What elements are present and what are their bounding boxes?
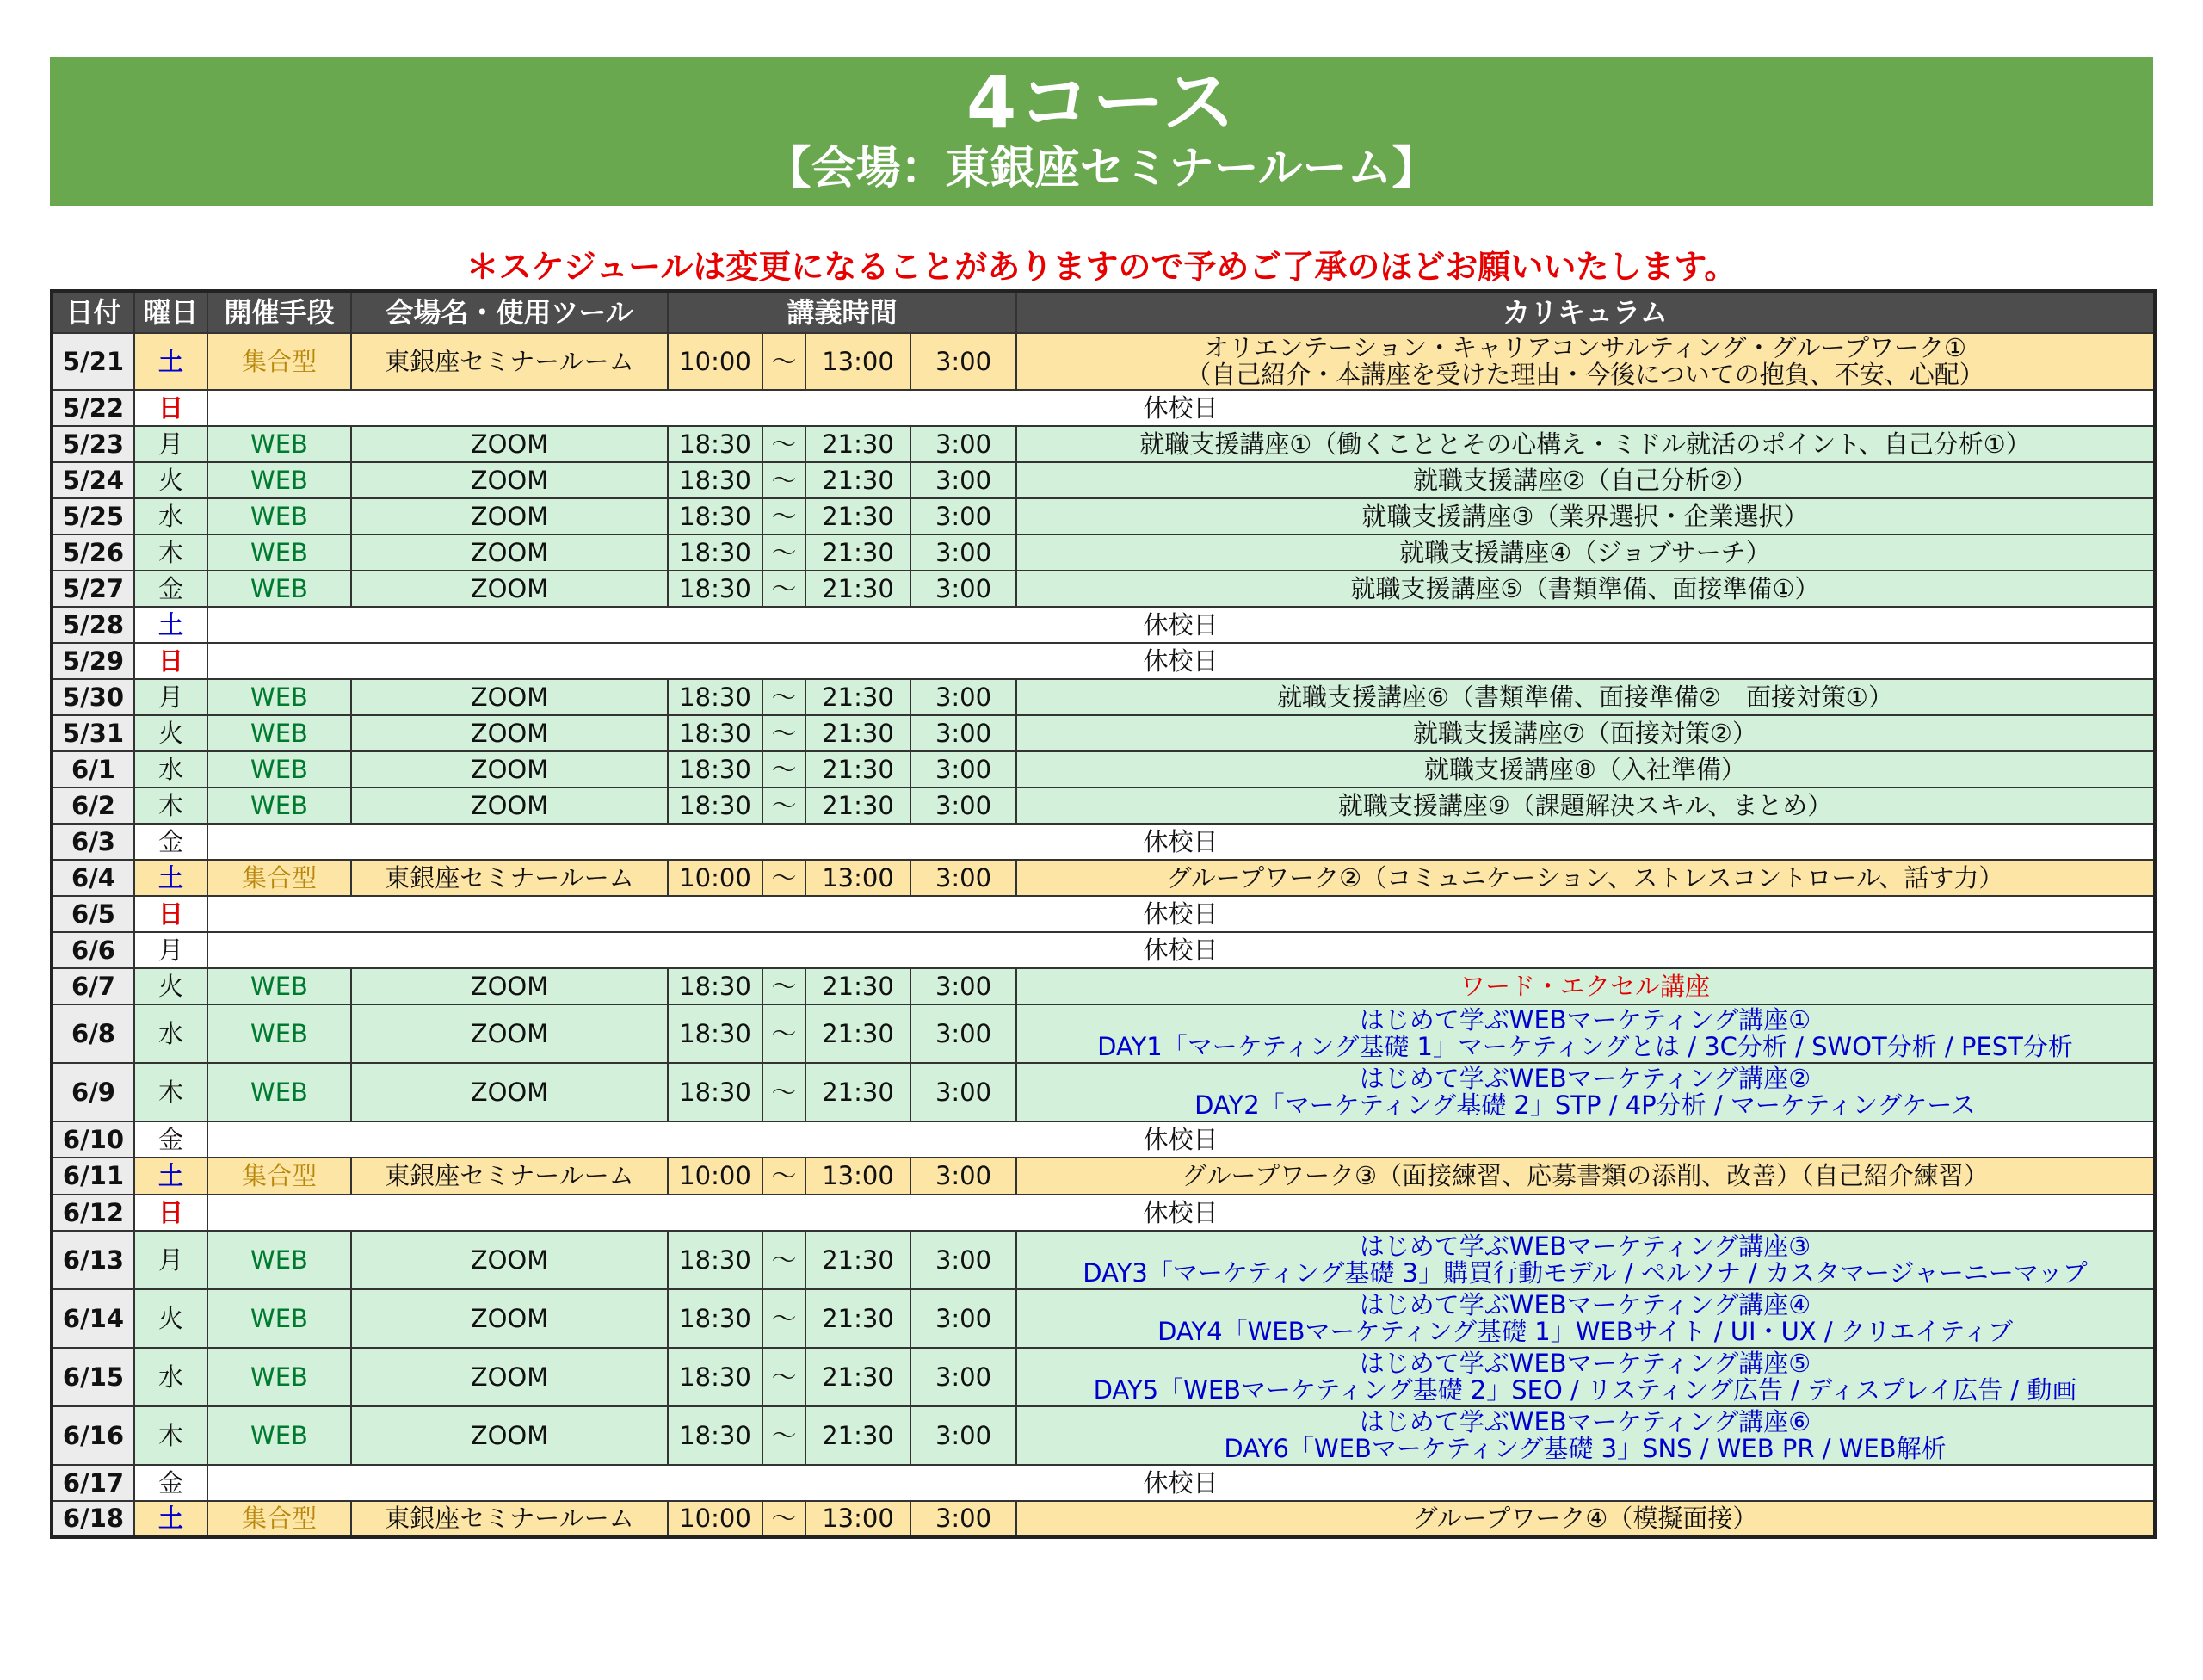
end-time-cell: 21:30 xyxy=(805,1289,910,1348)
start-time-cell: 10:00 xyxy=(668,1158,762,1195)
method-cell: WEB xyxy=(207,679,351,715)
day-of-week-cell: 月 xyxy=(134,1231,207,1289)
curriculum-cell xyxy=(1016,534,2155,571)
venue-cell: ZOOM xyxy=(351,1289,668,1348)
duration-cell: 3:00 xyxy=(910,1063,1016,1121)
curriculum-line: 就職支援講座⑨（課題解決スキル、まとめ） xyxy=(1337,790,1833,820)
venue-cell: ZOOM xyxy=(351,1231,668,1289)
duration-cell: 3:00 xyxy=(910,462,1016,498)
method-cell: WEB xyxy=(207,788,351,824)
venue-cell: ZOOM xyxy=(351,1004,668,1063)
start-time-cell: 18:30 xyxy=(668,571,762,607)
day-of-week-cell: 土 xyxy=(134,607,207,643)
curriculum-line: 就職支援講座③（業界選択・企業選択） xyxy=(1361,501,1809,531)
method-cell: WEB xyxy=(207,1348,351,1406)
curriculum-line: グループワーク④（模擬面接） xyxy=(1412,1504,1758,1533)
table-row xyxy=(52,1231,2155,1289)
date-cell: 6/13 xyxy=(52,1231,134,1289)
end-time-cell: 13:00 xyxy=(805,333,910,390)
curriculum-cell xyxy=(1016,860,2155,896)
curriculum-line: はじめて学ぶWEBマーケティング講座② xyxy=(1359,1064,1811,1093)
curriculum-line: はじめて学ぶWEBマーケティング講座⑥ xyxy=(1359,1407,1811,1436)
day-of-week-cell: 水 xyxy=(134,1348,207,1406)
method-cell: 集合型 xyxy=(207,1158,351,1195)
curriculum-line: はじめて学ぶWEBマーケティング講座③ xyxy=(1359,1232,1811,1261)
end-time-cell: 21:30 xyxy=(805,426,910,462)
day-of-week-cell: 水 xyxy=(134,1004,207,1063)
header-venue: 会場名・使用ツール xyxy=(351,291,668,333)
date-cell: 5/23 xyxy=(52,426,134,462)
time-separator-cell: ～ xyxy=(762,426,805,462)
duration-cell: 3:00 xyxy=(910,1348,1016,1406)
duration-cell: 3:00 xyxy=(910,788,1016,824)
start-time-cell: 18:30 xyxy=(668,462,762,498)
time-separator-cell: ～ xyxy=(762,1501,805,1537)
table-row xyxy=(52,1004,2155,1063)
start-time-cell: 18:30 xyxy=(668,1004,762,1063)
time-separator-cell: ～ xyxy=(762,1231,805,1289)
course-title: 4コース xyxy=(966,60,1237,145)
table-row xyxy=(52,1195,2155,1231)
date-cell: 5/24 xyxy=(52,462,134,498)
table-row xyxy=(52,860,2155,896)
duration-cell: 3:00 xyxy=(910,571,1016,607)
curriculum-cell xyxy=(1016,571,2155,607)
start-time-cell: 10:00 xyxy=(668,860,762,896)
duration-cell: 3:00 xyxy=(910,679,1016,715)
holiday-cell: 休校日 xyxy=(207,896,2155,932)
day-of-week-cell: 木 xyxy=(134,788,207,824)
date-cell: 5/25 xyxy=(52,498,134,534)
table-row xyxy=(52,715,2155,751)
curriculum-cell xyxy=(1016,426,2155,462)
venue-cell: ZOOM xyxy=(351,1348,668,1406)
day-of-week-cell: 木 xyxy=(134,1063,207,1121)
duration-cell: 3:00 xyxy=(910,1158,1016,1195)
day-of-week-cell: 金 xyxy=(134,571,207,607)
table-row xyxy=(52,1501,2155,1537)
duration-cell: 3:00 xyxy=(910,1004,1016,1063)
start-time-cell: 18:30 xyxy=(668,679,762,715)
end-time-cell: 21:30 xyxy=(805,679,910,715)
day-of-week-cell: 金 xyxy=(134,824,207,860)
date-cell: 6/18 xyxy=(52,1501,134,1537)
day-of-week-cell: 土 xyxy=(134,333,207,390)
schedule-change-notice: ＊スケジュールは変更になることがありますので予めご了承のほどお願いいたします。 xyxy=(466,248,1737,286)
curriculum-cell xyxy=(1016,751,2155,788)
duration-cell: 3:00 xyxy=(910,1231,1016,1289)
end-time-cell: 21:30 xyxy=(805,1231,910,1289)
date-cell: 6/1 xyxy=(52,751,134,788)
table-row xyxy=(52,1063,2155,1121)
holiday-cell: 休校日 xyxy=(207,824,2155,860)
curriculum-line: 就職支援講座⑦（面接対策②） xyxy=(1413,718,1758,748)
day-of-week-cell: 火 xyxy=(134,462,207,498)
start-time-cell: 18:30 xyxy=(668,715,762,751)
date-cell: 6/5 xyxy=(52,896,134,932)
table-header-row xyxy=(52,291,2155,333)
day-of-week-cell: 木 xyxy=(134,1406,207,1465)
curriculum-line: はじめて学ぶWEBマーケティング講座① xyxy=(1359,1005,1811,1035)
curriculum-line: はじめて学ぶWEBマーケティング講座④ xyxy=(1359,1290,1811,1319)
date-cell: 6/3 xyxy=(52,824,134,860)
table-row xyxy=(52,426,2155,462)
table-row xyxy=(52,679,2155,715)
method-cell: 集合型 xyxy=(207,333,351,390)
venue-cell: 東銀座セミナールーム xyxy=(351,333,668,390)
date-cell: 6/15 xyxy=(52,1348,134,1406)
end-time-cell: 21:30 xyxy=(805,498,910,534)
start-time-cell: 18:30 xyxy=(668,1231,762,1289)
curriculum-line: ワード・エクセル講座 xyxy=(1460,971,1711,1001)
curriculum-cell xyxy=(1016,1004,2155,1063)
table-row xyxy=(52,498,2155,534)
duration-cell: 3:00 xyxy=(910,498,1016,534)
time-separator-cell: ～ xyxy=(762,751,805,788)
table-row xyxy=(52,896,2155,932)
date-cell: 5/21 xyxy=(52,333,134,390)
venue-subtitle: 【会場：東銀座セミナールーム】 xyxy=(766,143,1437,195)
start-time-cell: 18:30 xyxy=(668,1348,762,1406)
date-cell: 6/6 xyxy=(52,932,134,968)
start-time-cell: 18:30 xyxy=(668,788,762,824)
time-separator-cell: ～ xyxy=(762,715,805,751)
holiday-cell: 休校日 xyxy=(207,1195,2155,1231)
curriculum-line: DAY6「WEBマーケティング基礎 3」SNS / WEB PR / WEB解析 xyxy=(1224,1434,1947,1463)
date-cell: 6/4 xyxy=(52,860,134,896)
duration-cell: 3:00 xyxy=(910,1501,1016,1537)
curriculum-cell xyxy=(1016,1063,2155,1121)
method-cell: WEB xyxy=(207,1063,351,1121)
method-cell: WEB xyxy=(207,1004,351,1063)
time-separator-cell: ～ xyxy=(762,968,805,1004)
curriculum-cell xyxy=(1016,679,2155,715)
table-row xyxy=(52,571,2155,607)
day-of-week-cell: 火 xyxy=(134,1289,207,1348)
curriculum-line: DAY4「WEBマーケティング基礎 1」WEBサイト / UI・UX / クリエイティブ xyxy=(1157,1317,2013,1346)
day-of-week-cell: 木 xyxy=(134,534,207,571)
method-cell: WEB xyxy=(207,426,351,462)
table-row xyxy=(52,932,2155,968)
start-time-cell: 18:30 xyxy=(668,1406,762,1465)
venue-cell: ZOOM xyxy=(351,534,668,571)
date-cell: 6/16 xyxy=(52,1406,134,1465)
duration-cell: 3:00 xyxy=(910,860,1016,896)
curriculum-line: オリエンテーション・キャリアコンサルティング・グループワーク① xyxy=(1203,333,1967,362)
end-time-cell: 21:30 xyxy=(805,1063,910,1121)
day-of-week-cell: 水 xyxy=(134,498,207,534)
table-row xyxy=(52,1121,2155,1158)
day-of-week-cell: 日 xyxy=(134,896,207,932)
duration-cell: 3:00 xyxy=(910,1406,1016,1465)
end-time-cell: 13:00 xyxy=(805,1158,910,1195)
time-separator-cell: ～ xyxy=(762,1004,805,1063)
method-cell: 集合型 xyxy=(207,1501,351,1537)
venue-cell: ZOOM xyxy=(351,715,668,751)
end-time-cell: 21:30 xyxy=(805,534,910,571)
curriculum-cell xyxy=(1016,715,2155,751)
time-separator-cell: ～ xyxy=(762,1406,805,1465)
method-cell: WEB xyxy=(207,715,351,751)
time-separator-cell: ～ xyxy=(762,1348,805,1406)
curriculum-cell xyxy=(1016,1348,2155,1406)
holiday-cell: 休校日 xyxy=(207,607,2155,643)
method-cell: WEB xyxy=(207,751,351,788)
table-row xyxy=(52,643,2155,679)
holiday-cell: 休校日 xyxy=(207,1121,2155,1158)
time-separator-cell: ～ xyxy=(762,462,805,498)
curriculum-cell xyxy=(1016,333,2155,390)
curriculum-cell xyxy=(1016,1158,2155,1195)
table-row xyxy=(52,1158,2155,1195)
day-of-week-cell: 火 xyxy=(134,968,207,1004)
holiday-cell: 休校日 xyxy=(207,643,2155,679)
day-of-week-cell: 水 xyxy=(134,751,207,788)
method-cell: WEB xyxy=(207,462,351,498)
table-row xyxy=(52,462,2155,498)
end-time-cell: 21:30 xyxy=(805,462,910,498)
venue-cell: ZOOM xyxy=(351,426,668,462)
date-cell: 5/29 xyxy=(52,643,134,679)
end-time-cell: 21:30 xyxy=(805,715,910,751)
day-of-week-cell: 金 xyxy=(134,1121,207,1158)
start-time-cell: 10:00 xyxy=(668,1501,762,1537)
start-time-cell: 18:30 xyxy=(668,1063,762,1121)
time-separator-cell: ～ xyxy=(762,333,805,390)
date-cell: 6/14 xyxy=(52,1289,134,1348)
time-separator-cell: ～ xyxy=(762,788,805,824)
end-time-cell: 21:30 xyxy=(805,1348,910,1406)
curriculum-line: DAY1「マーケティング基礎 1」マーケティングとは / 3C分析 / SWOT分析 / PEST分析 xyxy=(1097,1032,2073,1061)
end-time-cell: 21:30 xyxy=(805,968,910,1004)
venue-cell: ZOOM xyxy=(351,498,668,534)
curriculum-line: DAY3「マーケティング基礎 3」購買行動モデル / ペルソナ / カスタマージャーニーマップ xyxy=(1083,1258,2088,1288)
header-lecture-time: 講義時間 xyxy=(668,291,1016,333)
day-of-week-cell: 土 xyxy=(134,1501,207,1537)
curriculum-line: DAY5「WEBマーケティング基礎 2」SEO / リスティング広告 / ディスプレイ広告 / 動画 xyxy=(1093,1375,2077,1405)
curriculum-cell xyxy=(1016,1406,2155,1465)
table-row xyxy=(52,1348,2155,1406)
date-cell: 6/2 xyxy=(52,788,134,824)
curriculum-line: 就職支援講座①（働くこととその心構え・ミドル就活のポイント、自己分析①） xyxy=(1139,429,2031,459)
end-time-cell: 13:00 xyxy=(805,1501,910,1537)
end-time-cell: 21:30 xyxy=(805,788,910,824)
schedule-table xyxy=(50,289,2157,1539)
date-cell: 5/22 xyxy=(52,390,134,426)
venue-cell: ZOOM xyxy=(351,968,668,1004)
date-cell: 5/31 xyxy=(52,715,134,751)
curriculum-cell xyxy=(1016,1231,2155,1289)
date-cell: 6/9 xyxy=(52,1063,134,1121)
venue-cell: ZOOM xyxy=(351,571,668,607)
day-of-week-cell: 土 xyxy=(134,1158,207,1195)
method-cell: WEB xyxy=(207,534,351,571)
start-time-cell: 18:30 xyxy=(668,968,762,1004)
time-separator-cell: ～ xyxy=(762,1158,805,1195)
day-of-week-cell: 月 xyxy=(134,932,207,968)
venue-cell: ZOOM xyxy=(351,679,668,715)
course-banner xyxy=(50,57,2153,206)
time-separator-cell: ～ xyxy=(762,534,805,571)
curriculum-line: 就職支援講座⑥（書類準備、面接準備② 面接対策①） xyxy=(1277,682,1894,712)
schedule-body xyxy=(52,333,2155,1537)
venue-cell: ZOOM xyxy=(351,1406,668,1465)
table-row xyxy=(52,824,2155,860)
start-time-cell: 18:30 xyxy=(668,534,762,571)
date-cell: 5/28 xyxy=(52,607,134,643)
method-cell: WEB xyxy=(207,1289,351,1348)
day-of-week-cell: 火 xyxy=(134,715,207,751)
curriculum-cell xyxy=(1016,498,2155,534)
date-cell: 5/27 xyxy=(52,571,134,607)
header-date: 日付 xyxy=(52,291,134,333)
curriculum-line: 就職支援講座⑧（入社準備） xyxy=(1424,754,1747,784)
curriculum-cell xyxy=(1016,968,2155,1004)
method-cell: WEB xyxy=(207,1231,351,1289)
table-row xyxy=(52,751,2155,788)
date-cell: 6/7 xyxy=(52,968,134,1004)
table-row xyxy=(52,333,2155,390)
start-time-cell: 18:30 xyxy=(668,1289,762,1348)
method-cell: WEB xyxy=(207,571,351,607)
end-time-cell: 21:30 xyxy=(805,571,910,607)
time-separator-cell: ～ xyxy=(762,679,805,715)
method-cell: WEB xyxy=(207,1406,351,1465)
header-curriculum: カリキュラム xyxy=(1016,291,2155,333)
time-separator-cell: ～ xyxy=(762,498,805,534)
start-time-cell: 18:30 xyxy=(668,426,762,462)
end-time-cell: 21:30 xyxy=(805,1004,910,1063)
start-time-cell: 10:00 xyxy=(668,333,762,390)
time-separator-cell: ～ xyxy=(762,1063,805,1121)
curriculum-cell xyxy=(1016,462,2155,498)
venue-cell: 東銀座セミナールーム xyxy=(351,1158,668,1195)
venue-cell: ZOOM xyxy=(351,1063,668,1121)
method-cell: 集合型 xyxy=(207,860,351,896)
holiday-cell: 休校日 xyxy=(207,1465,2155,1501)
end-time-cell: 13:00 xyxy=(805,860,910,896)
table-row xyxy=(52,534,2155,571)
curriculum-cell xyxy=(1016,788,2155,824)
holiday-cell: 休校日 xyxy=(207,390,2155,426)
header-method: 開催手段 xyxy=(207,291,351,333)
header-day-of-week: 曜日 xyxy=(134,291,207,333)
time-separator-cell: ～ xyxy=(762,860,805,896)
curriculum-cell xyxy=(1016,1501,2155,1537)
day-of-week-cell: 日 xyxy=(134,390,207,426)
table-row xyxy=(52,968,2155,1004)
day-of-week-cell: 月 xyxy=(134,679,207,715)
duration-cell: 3:00 xyxy=(910,534,1016,571)
curriculum-line: 就職支援講座⑤（書類準備、面接準備①） xyxy=(1350,573,1820,603)
venue-cell: ZOOM xyxy=(351,751,668,788)
method-cell: WEB xyxy=(207,968,351,1004)
day-of-week-cell: 土 xyxy=(134,860,207,896)
date-cell: 6/8 xyxy=(52,1004,134,1063)
method-cell: WEB xyxy=(207,498,351,534)
curriculum-line: はじめて学ぶWEBマーケティング講座⑤ xyxy=(1359,1349,1811,1378)
date-cell: 6/12 xyxy=(52,1195,134,1231)
table-row xyxy=(52,607,2155,643)
table-row xyxy=(52,390,2155,426)
duration-cell: 3:00 xyxy=(910,426,1016,462)
curriculum-cell xyxy=(1016,1289,2155,1348)
table-row xyxy=(52,788,2155,824)
curriculum-line: DAY2「マーケティング基礎 2」STP / 4P分析 / マーケティングケース xyxy=(1194,1090,1976,1120)
duration-cell: 3:00 xyxy=(910,968,1016,1004)
curriculum-line: 就職支援講座④（ジョブサーチ） xyxy=(1399,537,1771,567)
end-time-cell: 21:30 xyxy=(805,751,910,788)
date-cell: 5/26 xyxy=(52,534,134,571)
start-time-cell: 18:30 xyxy=(668,498,762,534)
table-row xyxy=(52,1406,2155,1465)
day-of-week-cell: 月 xyxy=(134,426,207,462)
curriculum-line: グループワーク②（コミュニケーション、ストレスコントロール、話す力） xyxy=(1166,862,2004,892)
time-separator-cell: ～ xyxy=(762,571,805,607)
duration-cell: 3:00 xyxy=(910,333,1016,390)
holiday-cell: 休校日 xyxy=(207,932,2155,968)
duration-cell: 3:00 xyxy=(910,1289,1016,1348)
day-of-week-cell: 金 xyxy=(134,1465,207,1501)
date-cell: 6/11 xyxy=(52,1158,134,1195)
date-cell: 5/30 xyxy=(52,679,134,715)
time-separator-cell: ～ xyxy=(762,1289,805,1348)
day-of-week-cell: 日 xyxy=(134,643,207,679)
date-cell: 6/10 xyxy=(52,1121,134,1158)
venue-cell: 東銀座セミナールーム xyxy=(351,860,668,896)
date-cell: 6/17 xyxy=(52,1465,134,1501)
venue-cell: 東銀座セミナールーム xyxy=(351,1501,668,1537)
table-row xyxy=(52,1289,2155,1348)
curriculum-line: 就職支援講座②（自己分析②） xyxy=(1413,465,1758,495)
curriculum-line: （自己紹介・本講座を受けた理由・今後についての抱負、不安、心配） xyxy=(1186,360,1984,389)
venue-cell: ZOOM xyxy=(351,462,668,498)
end-time-cell: 21:30 xyxy=(805,1406,910,1465)
start-time-cell: 18:30 xyxy=(668,751,762,788)
table-row xyxy=(52,1465,2155,1501)
duration-cell: 3:00 xyxy=(910,751,1016,788)
day-of-week-cell: 日 xyxy=(134,1195,207,1231)
venue-cell: ZOOM xyxy=(351,788,668,824)
curriculum-line: グループワーク③（面接練習、応募書類の添削、改善）（自己紹介練習） xyxy=(1182,1161,1989,1190)
duration-cell: 3:00 xyxy=(910,715,1016,751)
